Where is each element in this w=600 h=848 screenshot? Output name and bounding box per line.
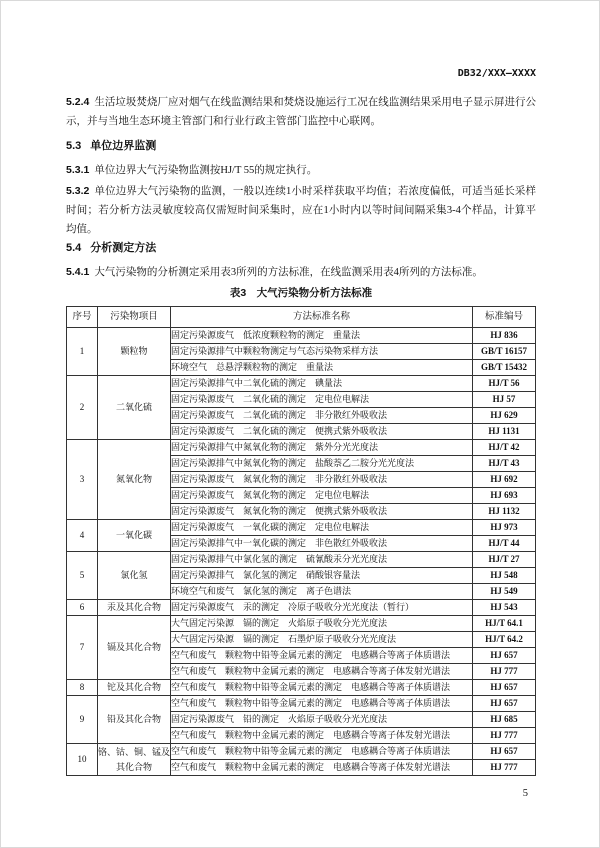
table-row bbox=[67, 520, 536, 536]
cell-method-standard-name: 固定污染源废气 氮氧化物的测定 便携式紫外吸收法 bbox=[171, 504, 473, 520]
document-standard-code: DB32/XXX—XXXX bbox=[457, 68, 536, 79]
table-row bbox=[67, 328, 536, 344]
cell-method-standard-name: 固定污染源废气 二氧化硫的测定 非分散红外吸收法 bbox=[171, 408, 473, 424]
cell-standard-code: HJ 973 bbox=[473, 520, 536, 536]
cell-method-standard-name: 固定污染源废气 氮氧化物的测定 非分散红外吸收法 bbox=[171, 472, 473, 488]
cell-method-standard-name: 固定污染源排气中一氧化碳的测定 非色散红外吸收法 bbox=[171, 536, 473, 552]
clause-number: 5.3.2 bbox=[66, 185, 90, 197]
column-header-method-name: 方法标准名称 bbox=[171, 307, 473, 328]
cell-method-standard-name: 空气和废气 颗粒物中铅等金属元素的测定 电感耦合等离子体质谱法 bbox=[171, 680, 473, 696]
heading-number: 5.3 bbox=[66, 140, 82, 152]
cell-method-standard-name: 固定污染源废气 二氧化硫的测定 定电位电解法 bbox=[171, 392, 473, 408]
cell-sequence-no: 6 bbox=[67, 600, 98, 616]
table-row bbox=[67, 440, 536, 456]
cell-method-standard-name: 空气和废气 颗粒物中金属元素的测定 电感耦合等离子体发射光谱法 bbox=[171, 728, 473, 744]
cell-standard-code: HJ 693 bbox=[473, 488, 536, 504]
clause-text: 大气污染物的分析测定采用表3所列的方法标准，在线监测采用表4所列的方法标准。 bbox=[94, 267, 483, 278]
cell-standard-code: GB/T 16157 bbox=[473, 344, 536, 360]
cell-sequence-no: 9 bbox=[67, 696, 98, 744]
clause-text: 单位边界大气污染物的监测，一般以连续1小时采样获取平均值；若浓度偏低，可适当延长采样时间；若分析方法灵敏度较高仅需短时间采集时，应在1小时内以等时间间隔采集3-4个样品，计算平均值。 bbox=[66, 186, 536, 235]
cell-standard-code: HJ/T 43 bbox=[473, 456, 536, 472]
clause-text: 生活垃圾焚烧厂应对烟气在线监测结果和焚烧设施运行工况在线监测结果采用电子显示屏进行公示，并与当地生态环境主管部门和行业行政主管部门监控中心联网。 bbox=[66, 97, 536, 127]
clause-5-2-4 bbox=[66, 93, 536, 131]
cell-standard-code: HJ 657 bbox=[473, 648, 536, 664]
cell-method-standard-name: 空气和废气 颗粒物中金属元素的测定 电感耦合等离子体发射光谱法 bbox=[171, 760, 473, 776]
clause-5-4-1 bbox=[66, 263, 536, 282]
cell-standard-code: HJ/T 64.1 bbox=[473, 616, 536, 632]
table-row bbox=[67, 680, 536, 696]
cell-standard-code: HJ 1131 bbox=[473, 424, 536, 440]
cell-method-standard-name: 固定污染源废气 铅的测定 火焰原子吸收分光光度法 bbox=[171, 712, 473, 728]
heading-5-4 bbox=[66, 241, 536, 255]
cell-method-standard-name: 固定污染源废气 二氧化硫的测定 便携式紫外吸收法 bbox=[171, 424, 473, 440]
cell-method-standard-name: 固定污染源排气中二氧化硫的测定 碘量法 bbox=[171, 376, 473, 392]
cell-sequence-no: 3 bbox=[67, 440, 98, 520]
table-row bbox=[67, 744, 536, 760]
cell-method-standard-name: 空气和废气 颗粒物中金属元素的测定 电感耦合等离子体发射光谱法 bbox=[171, 664, 473, 680]
cell-method-standard-name: 固定污染源排气中氯化氢的测定 硫氰酸汞分光光度法 bbox=[171, 552, 473, 568]
column-header-no: 序号 bbox=[67, 307, 98, 328]
cell-standard-code: HJ 57 bbox=[473, 392, 536, 408]
cell-standard-code: HJ 836 bbox=[473, 328, 536, 344]
cell-sequence-no: 2 bbox=[67, 376, 98, 440]
table-title: 表3 大气污染物分析方法标准 bbox=[229, 287, 373, 299]
cell-standard-code: HJ/T 56 bbox=[473, 376, 536, 392]
cell-standard-code: HJ 685 bbox=[473, 712, 536, 728]
table-row bbox=[67, 600, 536, 616]
cell-method-standard-name: 固定污染源废气 低浓度颗粒物的测定 重量法 bbox=[171, 328, 473, 344]
cell-standard-code: HJ 777 bbox=[473, 664, 536, 680]
cell-method-standard-name: 空气和废气 颗粒物中铅等金属元素的测定 电感耦合等离子体质谱法 bbox=[171, 648, 473, 664]
cell-sequence-no: 10 bbox=[67, 744, 98, 776]
table-header-row bbox=[67, 307, 536, 328]
cell-method-standard-name: 固定污染源排气中氮氧化物的测定 盐酸萘乙二胺分光光度法 bbox=[171, 456, 473, 472]
clause-5-3-2 bbox=[66, 182, 536, 239]
cell-method-standard-name: 空气和废气 颗粒物中铅等金属元素的测定 电感耦合等离子体质谱法 bbox=[171, 744, 473, 760]
cell-standard-code: HJ 657 bbox=[473, 744, 536, 760]
cell-standard-code: HJ 549 bbox=[473, 584, 536, 600]
cell-method-standard-name: 固定污染源排气中颗粒物测定与气态污染物采样方法 bbox=[171, 344, 473, 360]
cell-method-standard-name: 固定污染源废气 一氧化碳的测定 定电位电解法 bbox=[171, 520, 473, 536]
cell-method-standard-name: 大气固定污染源 镉的测定 火焰原子吸收分光光度法 bbox=[171, 616, 473, 632]
column-header-standard-code: 标准编号 bbox=[473, 307, 536, 328]
clause-5-3-1 bbox=[66, 161, 536, 180]
cell-method-standard-name: 环境空气和废气 氯化氢的测定 离子色谱法 bbox=[171, 584, 473, 600]
analysis-methods-table bbox=[66, 306, 536, 776]
cell-standard-code: HJ 692 bbox=[473, 472, 536, 488]
cell-method-standard-name: 固定污染源废气 汞的测定 冷原子吸收分光光度法（暂行） bbox=[171, 600, 473, 616]
cell-pollutant-item: 铬、钴、铜、锰及其化合物 bbox=[98, 744, 171, 776]
cell-method-standard-name: 固定污染源排气中氮氧化物的测定 紫外分光光度法 bbox=[171, 440, 473, 456]
cell-method-standard-name: 固定污染源废气 氮氧化物的测定 定电位电解法 bbox=[171, 488, 473, 504]
table-row bbox=[67, 696, 536, 712]
clause-text: 单位边界大气污染物监测按HJ/T 55的规定执行。 bbox=[94, 165, 318, 176]
clause-number: 5.2.4 bbox=[66, 96, 90, 108]
heading-text: 分析测定方法 bbox=[90, 242, 157, 254]
cell-pollutant-item: 一氧化碳 bbox=[98, 520, 171, 552]
cell-standard-code: HJ/T 27 bbox=[473, 552, 536, 568]
heading-5-3 bbox=[66, 139, 536, 153]
cell-pollutant-item: 氮氧化物 bbox=[98, 440, 171, 520]
cell-pollutant-item: 汞及其化合物 bbox=[98, 600, 171, 616]
page-number: 5 bbox=[522, 788, 528, 799]
cell-standard-code: HJ/T 44 bbox=[473, 536, 536, 552]
cell-standard-code: HJ 777 bbox=[473, 760, 536, 776]
cell-pollutant-item: 铊及其化合物 bbox=[98, 680, 171, 696]
cell-standard-code: HJ 657 bbox=[473, 696, 536, 712]
column-header-pollutant: 污染物项目 bbox=[98, 307, 171, 328]
cell-method-standard-name: 环境空气 总悬浮颗粒物的测定 重量法 bbox=[171, 360, 473, 376]
clause-number: 5.4.1 bbox=[66, 266, 90, 278]
cell-standard-code: HJ/T 64.2 bbox=[473, 632, 536, 648]
cell-standard-code: HJ 777 bbox=[473, 728, 536, 744]
cell-pollutant-item: 颗粒物 bbox=[98, 328, 171, 376]
cell-method-standard-name: 大气固定污染源 镉的测定 石墨炉原子吸收分光光度法 bbox=[171, 632, 473, 648]
table-row bbox=[67, 552, 536, 568]
table-row bbox=[67, 376, 536, 392]
cell-standard-code: HJ 543 bbox=[473, 600, 536, 616]
cell-sequence-no: 4 bbox=[67, 520, 98, 552]
cell-method-standard-name: 空气和废气 颗粒物中铅等金属元素的测定 电感耦合等离子体质谱法 bbox=[171, 696, 473, 712]
cell-sequence-no: 5 bbox=[67, 552, 98, 600]
cell-standard-code: HJ 548 bbox=[473, 568, 536, 584]
cell-method-standard-name: 固定污染源排气 氯化氢的测定 硝酸银容量法 bbox=[171, 568, 473, 584]
cell-standard-code: HJ 629 bbox=[473, 408, 536, 424]
cell-pollutant-item: 铅及其化合物 bbox=[98, 696, 171, 744]
cell-sequence-no: 1 bbox=[67, 328, 98, 376]
cell-standard-code: HJ 1132 bbox=[473, 504, 536, 520]
cell-pollutant-item: 氯化氢 bbox=[98, 552, 171, 600]
cell-standard-code: GB/T 15432 bbox=[473, 360, 536, 376]
methods-table-body bbox=[67, 328, 536, 776]
heading-text: 单位边界监测 bbox=[90, 140, 157, 152]
table-row bbox=[67, 616, 536, 632]
cell-standard-code: HJ 657 bbox=[473, 680, 536, 696]
clause-number: 5.3.1 bbox=[66, 164, 90, 176]
cell-pollutant-item: 镉及其化合物 bbox=[98, 616, 171, 680]
cell-sequence-no: 7 bbox=[67, 616, 98, 680]
heading-number: 5.4 bbox=[66, 242, 82, 254]
cell-sequence-no: 8 bbox=[67, 680, 98, 696]
cell-pollutant-item: 二氧化硫 bbox=[98, 376, 171, 440]
cell-standard-code: HJ/T 42 bbox=[473, 440, 536, 456]
